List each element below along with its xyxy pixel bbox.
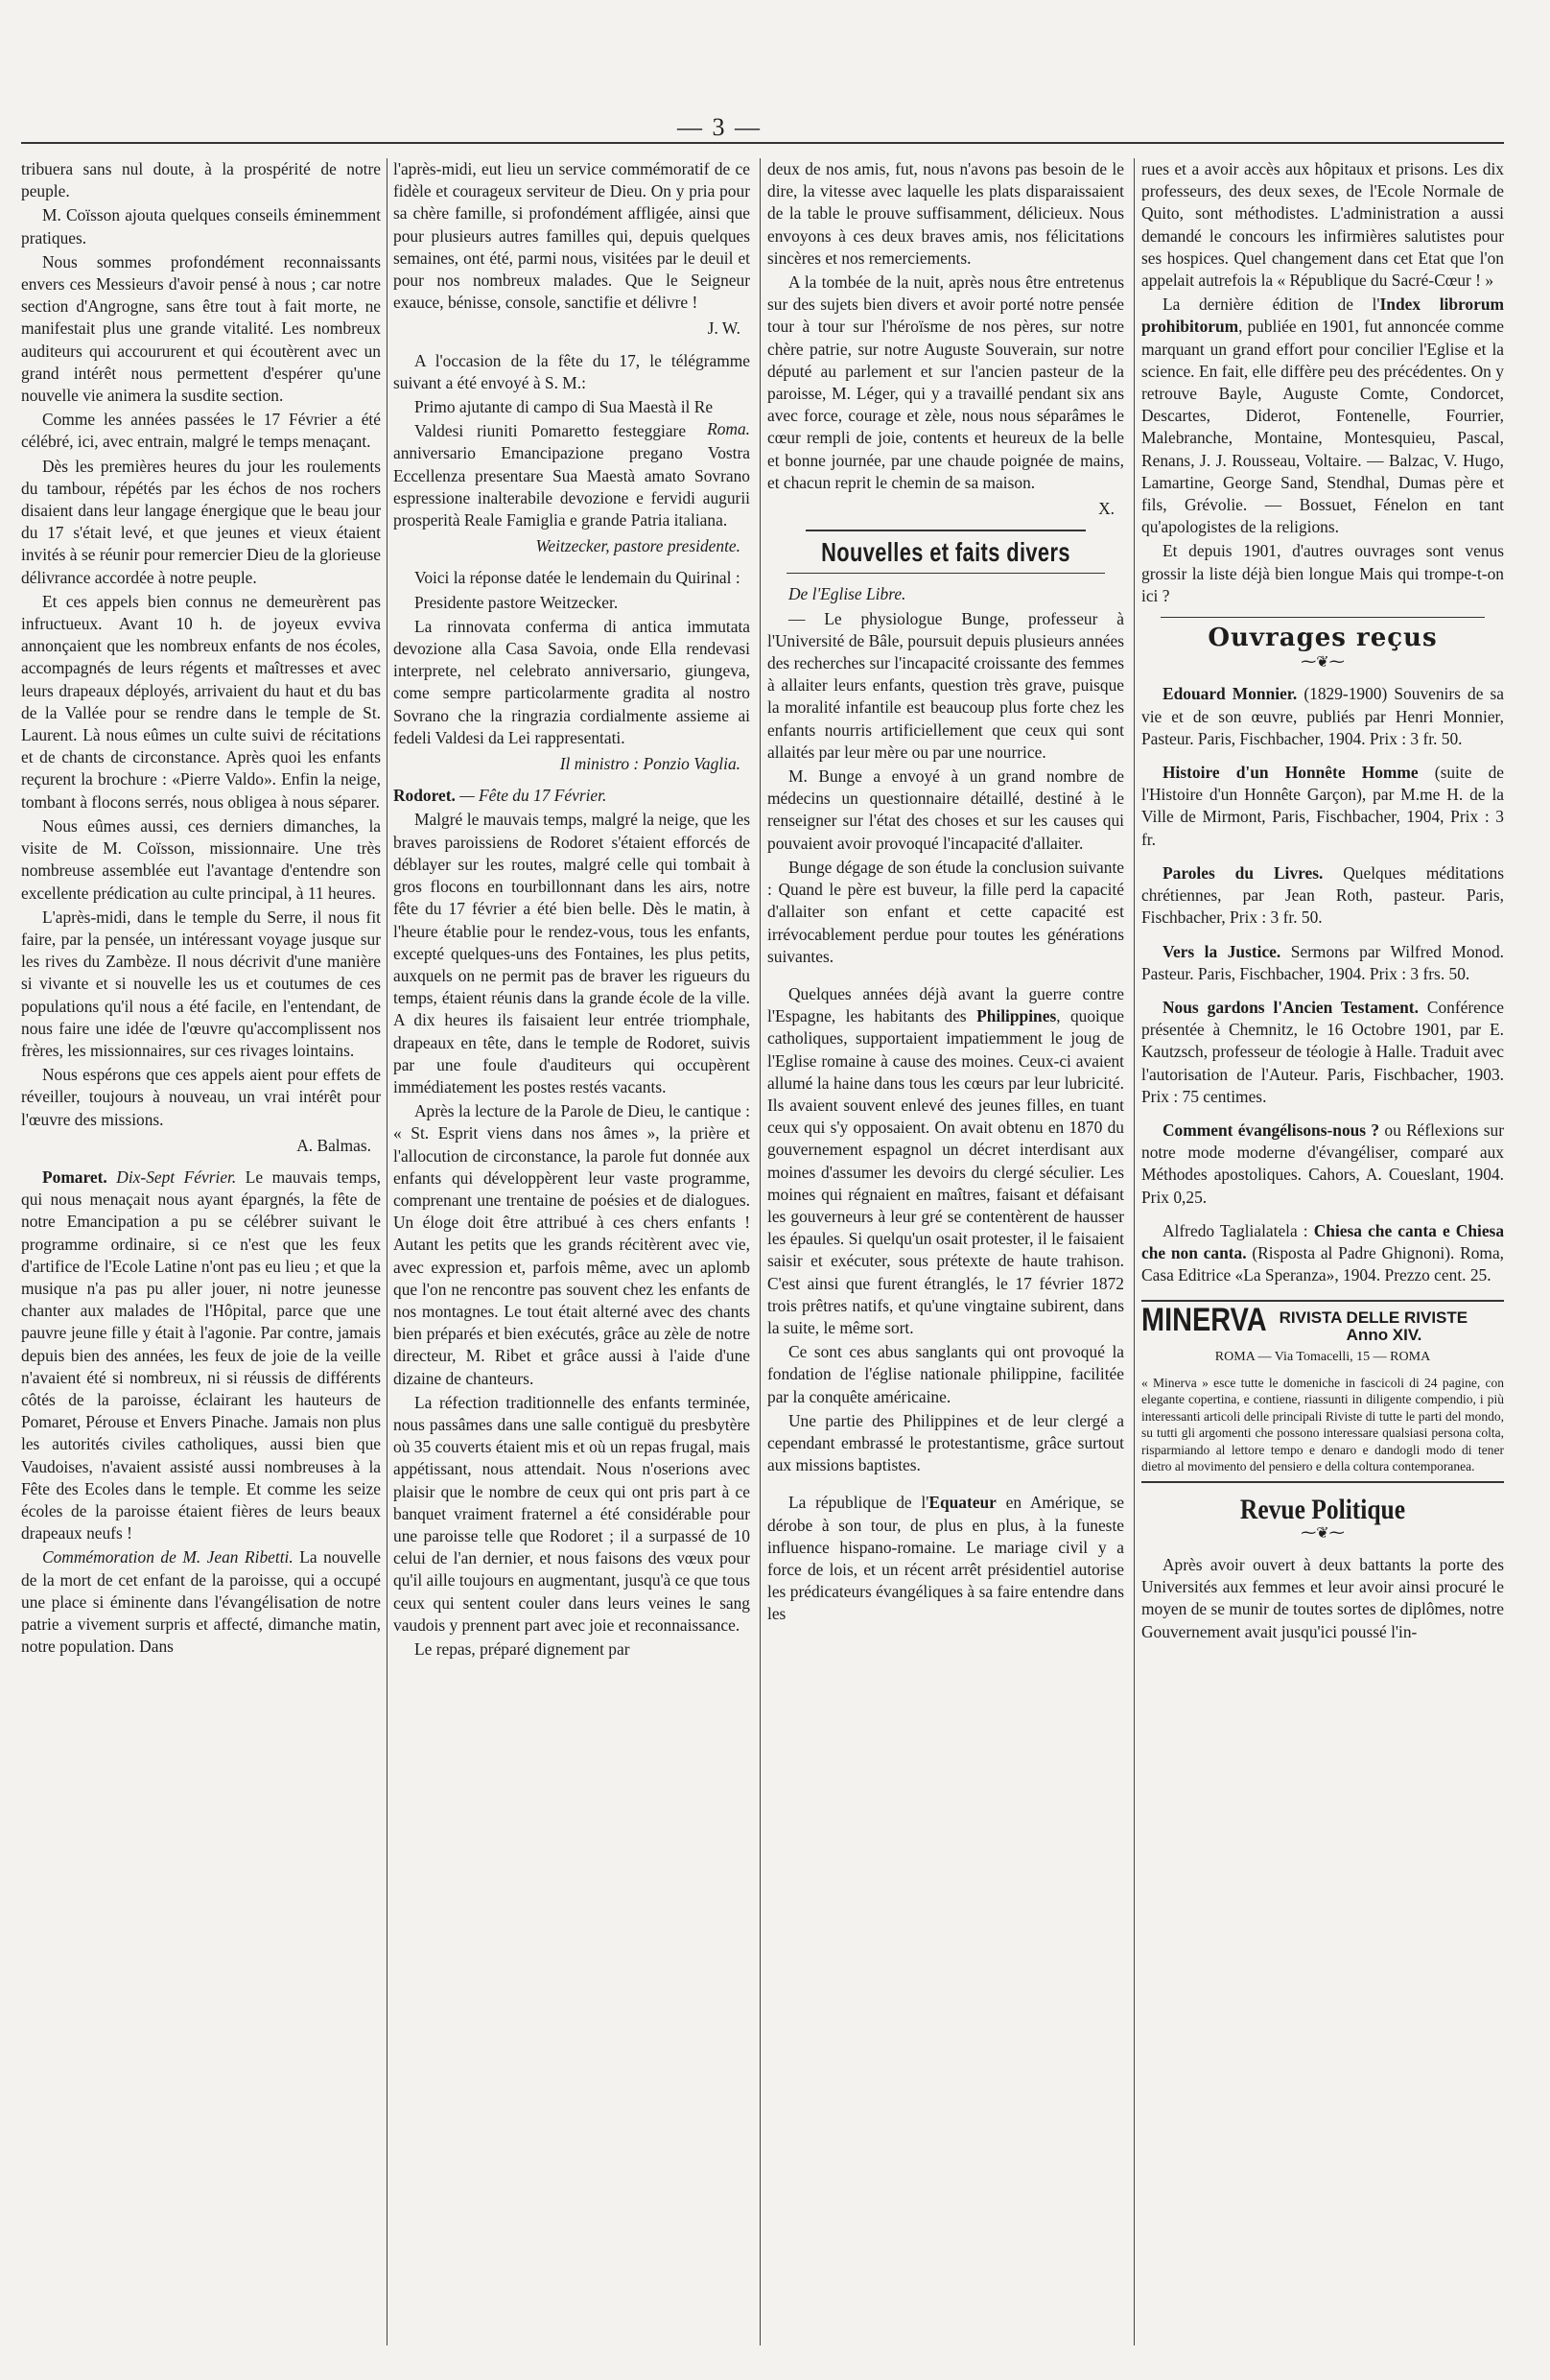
section-title: Revue Politique: [1239, 1493, 1406, 1525]
paragraph-text: Quelques années déjà avant la guerre contre l'Espagne, les habitants des: [767, 983, 1124, 1026]
paragraph-text: Primo ajutante di campo di Sua Maestà il Re: [414, 397, 714, 417]
paragraph: Et ces appels bien connus ne demeurèrent pas infructueux. Avant 10 h. de joyeux evviva annonçaient que les nombreux enfants de nos écoles, accompagnés de leurs régents et maîtresses et avec leurs drapeaux déployés, arrivaient du haut et du bas de la Vallée pour se rendre dans le temple de St. Laurent. Là nous eûmes un culte suivi de récitations et de chants de circonstance. Après quoi les enfants reçurent la brochure : «Pierre Valdo». Enfin la neige, tombant à flocons serrés, nous obligea à nous séparer.: [21, 591, 381, 812]
paragraph: Voici la réponse datée le lendemain du Quirinal :: [414, 568, 740, 588]
paragraph: Et depuis 1901, d'autres ouvrages sont venus grossir la liste déjà bien longue Mais qui trompe-t-on ici ?: [1141, 541, 1504, 605]
paragraph: Nous sommes profondément reconnaissants envers ces Messieurs d'avoir pensé à nous ; car notre section d'Angrogne, sans être tout à fait morte, ne manifestait plus une grande vitalité. Les nombreux auditeurs qui accoururent et qui écoutèrent avec un grand intérêt nous permettent d'espérer qu'une nouvelle vie animera la susdite section.: [21, 251, 381, 406]
book-entry: [1141, 683, 1504, 750]
paragraph: Le repas, préparé dignement par: [414, 1639, 630, 1659]
book-entry: [1141, 1119, 1504, 1209]
article-date: — Fête du 17 Février.: [459, 786, 607, 806]
keyword: Index librorum prohibitorum: [1141, 295, 1504, 337]
article-date: Dix-Sept Février.: [116, 1166, 237, 1187]
signature: J. W.: [707, 318, 740, 339]
paragraph: A la tombée de la nuit, après nous être entretenus sur des sujets bien divers et avoir porté notre pensée tour à tour sur l'héroïsme de nos pères, sur notre chère patrie, sur notre Auguste Souverain, sur notre député au parlement et sur l'ancien pasteur de la paroisse, M. Léger, qui y a travaillé pendant six ans avec force, courage et zèle, nous nous séparâmes le cœur rempli de joie, contents et heureux de la belle et bonne journée, par une chaude poignée de mains, et chacun reprit le chemin de sa maison.: [767, 272, 1124, 492]
paragraph: tribuera sans nul doute, à la prospérité de notre peuple.: [21, 159, 381, 201]
book-title: Vers la Justice.: [1162, 941, 1281, 961]
book-title: Paroles du Livres.: [1162, 862, 1324, 883]
minerva-address: ROMA — Via Tomacelli, 15 — ROMA: [1214, 1350, 1431, 1365]
column-divider: [1134, 158, 1135, 2345]
paragraph: [21, 1166, 381, 1544]
paragraph-text: La nouvelle de la mort de cet enfant de la paroisse, qui a occupé une place si éminente dans l'évangélisation de notre patrie a vivement surpris et affecté, dimanche matin, notre population. Dans: [21, 1547, 381, 1657]
book-title: Nous gardons l'Ancien Testament.: [1162, 997, 1419, 1017]
paragraph: L'après-midi, dans le temple du Serre, il nous fit faire, par la pensée, un intéressant voyage jusque sur les rives du Zambèze. Il nous décrivit d'une manière si vivante et si nouvelle les us et coutumes de ces populations qu'il nous a été facile, en l'entendant, de nous faire une idée de l'œuvre qu'accomplissent nos frères, les missionnaires, sur ces rivages lointains.: [21, 907, 381, 1060]
minerva-subtitle-line: RIVISTA DELLE RIVISTE: [1279, 1308, 1468, 1328]
paragraph: Dès les premières heures du jour les roulements du tambour, répétés par les échos de nos rochers disaient dans leur langage énergique que le beau jour du 17 s'était levé, et que jeunes et vieux étaient invités à se réunir pour remercier Dieu de la glorieuse délivrance accordée à notre peuple.: [21, 456, 381, 587]
paragraph: M. Coïsson ajouta quelques conseils éminemment pratiques.: [21, 205, 381, 247]
book-details: Sermons par Wilfred Monod. Pasteur. Paris, Fischbacher, 1904. Prix : 3 frs. 50.: [1141, 941, 1504, 983]
book-details: (suite de l'Histoire d'un Honnête Garçon), par M.me H. de la Ville de Mirmont, Paris, Fischbacher, 1904, Prix : 3 fr.: [1141, 763, 1504, 849]
paragraph: Malgré le mauvais temps, malgré la neige, que les braves paroissiens de Rodoret s'étaient efforcés de déblayer sur les routes, malgré celle qui tombait à gros flocons en tourbillonnant dans les airs, notre fête du 17 février a été bien belle. Dès le matin, à l'heure établie pour le rendez-vous, tous les enfants, excepté quelques-uns des Fontaines, les plus petits, auxquels on ne permit pas de braver les rigueurs du temps, étaient réunis dans la grande école de la ville. A dix heures ils faisaient leur entrée triomphale, drapeaux en tête, dans le temple de Rodoret, suivis par une foule d'auditeurs qui occupèrent immédiatement les postes restés vacants.: [393, 810, 750, 1096]
section-title: Ouvrages reçus: [1208, 624, 1438, 653]
book-entry: [1141, 862, 1504, 930]
paragraph-text: , publiée en 1901, fut annoncée comme marquant un grand effort pour concilier l'Eglise et la science. En fait, elle diffère peu des précédentes. On y retrouve Bayle, Auguste Comte, Condorcet, Descartes, Diderot, Fontenelle, Fourrier, Malebranche, Montaine, Montesquieu, Pascal, Renans, J. J. Rousseau, Voltaire. — Balzac, V. Hugo, Lamartine, George Sand, Stendhal, Dumas père et fils, Grévolie. — Bossuet, Fénelon en tant qu'apologistes de la religions.: [1141, 317, 1504, 537]
paragraph: [767, 983, 1124, 1339]
paragraph-text: La république de l': [788, 1493, 929, 1513]
signature: X.: [1098, 499, 1115, 519]
paragraph-text: , quoique catholiques, supportaient impatiemment le joug de l'Eglise romaine à cause des moines. Ceux-ci avaient allumé la haine dans tous les cœurs par leur lubricité. Ils avaient souvent enlevé des jeunes filles, en tuant ceux qui s'y opposaient. On avait obtenu en 1870 du gouvernement espagnol un décret interdisant aux moines d'assumer les devoirs du clergé séculier. Les moines qui régnaient en maîtres, faisant et défaisant les gouverneurs à leur gré se contentèrent de hausser les épaules. Si quelqu'un osait protester, il le faisaient saisir et exécuter, sous prétexte de haute trahison. C'est ainsi que furent étranglés, le 17 février 1872 trois prêtres natifs, et qu'une vingtaine subirent, dans la suite, le même sort.: [767, 1006, 1124, 1337]
book-title: Chiesa che canta e Chiesa che non canta.: [1141, 1220, 1504, 1262]
minerva-year: Anno XIV.: [1346, 1326, 1422, 1345]
paragraph: rues et a avoir accès aux hôpitaux et prisons. Les dix professeurs, des deux sexes, de l'Ecole Normale de Quito, sont méthodistes. L'administration a aussi demandé le concours les infirmières salutistes pour ses hospices. Quel changement dans cet Etat que l'on appelait autrefois la « République du Sacré-Cœur ! »: [1141, 159, 1504, 291]
ornament-icon: ⁓❦⁓: [1301, 654, 1345, 672]
page-number: — 3 —: [677, 113, 762, 141]
column-2: [393, 158, 750, 2345]
book-title: Histoire d'un Honnête Homme: [1162, 763, 1419, 783]
paragraph: Après avoir ouvert à deux battants la porte des Universités aux femmes et leur avoir ainsi procuré le moyen de se munir de toutes sortes de diplômes, notre Gouvernement avait jusqu'ici poussé l'in-: [1141, 1554, 1504, 1641]
paragraph: Presidente pastore Weitzecker.: [414, 592, 619, 612]
paragraph: Après la lecture de la Parole de Dieu, le cantique : « St. Esprit viens dans nos âmes », la prière et l'allocution de circonstance, la parole fut donnée aux enfants qui développèrent leur vaste programme, comprenant une trentaine de poésies et de dialogues. Un éloge doit être attribué à ces chers enfants ! Autant les petits que les grands récitèrent avec vie, avec expression et, parfois même, avec un aplomb que l'on ne rencontre pas souvent chez les enfants de nos montagnes. Le tout était alterné avec des chants bien préparés et bien exécutés, grâce au zèle de notre directeur, M. Ribet et grâce aussi à l'aide d'une dizaine de chanteurs.: [393, 1101, 750, 1388]
paragraph: [1141, 294, 1504, 538]
book-details: (Risposta al Padre Ghignoni). Roma, Casa Editrice «La Speranza», 1904. Prezzo cent. 25.: [1141, 1242, 1504, 1285]
book-entry: [1141, 997, 1504, 1108]
book-title: Comment évangélisons-nous ?: [1162, 1119, 1380, 1140]
paragraph: deux de nos amis, fut, nous n'avons pas besoin de le dire, la vitesse avec laquelle les plats disparaissaient de la table le prouve suffisamment, délicieux. Nous envoyons à ces deux braves amis, nos félicitations sincères et nos remerciements.: [767, 159, 1124, 268]
paragraph: La rinnovata conferma di antica immutata devozione alla Casa Savoia, onde Ella rendevasi interprete, nel celebrato anniversario, giungeva, come sempre particolarmente gradita al nostro Sovrano che la ringrazia cordialmente assieme ai fedeli Valdesi da Lei rappresentati.: [393, 616, 750, 747]
paragraph: Nous espérons que ces appels aient pour effets de réveiller, toujours à nouveau, un vrai intérêt pour l'œuvre des missions.: [21, 1065, 381, 1129]
section-rule: [1161, 617, 1485, 618]
section-title: Nouvelles et faits divers: [821, 537, 1070, 568]
source-line: [767, 583, 1124, 605]
paragraph-text: en Amérique, se dérobe à son tour, de plus en plus, à la funeste influence hispano-romaine. Le mariage civil y a force de lois, et un récent arrêt présidentiel autorise les prédicateurs évangéliques à sa faire entendre dans les: [767, 1493, 1124, 1624]
minerva-title: MINERVA: [1141, 1302, 1267, 1339]
paragraph: [393, 396, 750, 439]
book-details: (1829-1900) Souvenirs de sa vie et de son œuvre, publiés par Henri Monnier, Pasteur. Paris, Fischbacher, 1904. Prix : 3 fr. 50.: [1141, 684, 1504, 748]
book-title: Edouard Monnier.: [1162, 684, 1298, 704]
paragraph: M. Bunge a envoyé à un grand nombre de médecins un questionnaire détaillé, destiné à le renseigner sur l'état des choses et sur les causes qui pouvaient avoir provoqué l'incapacité d'allaiter.: [767, 766, 1124, 853]
minerva-advert: [1141, 1300, 1504, 1482]
paragraph: [767, 1492, 1124, 1625]
minerva-description: « Minerva » esce tutte le domeniche in fascicoli di 24 pagine, con elegante copertina, e contiene, riassunti in diligente compendio, i più interessanti articoli delle principali Riviste di tutte le parti del mondo, su tutti gli argomenti che possono interessare qualsiasi persona colta, risparmiando al lettore tempo e denaro e dandogli modo di tener dietro al movimento del pensiero e della coltura contemporanea.: [1141, 1375, 1504, 1474]
paragraph: — Le physiologue Bunge, professeur à l'Université de Bâle, poursuit depuis plusieurs années des recherches sur l'incapacité croissante des femmes à allaiter leurs enfants, question très grave, puisque la moralité infantile est beaucoup plus forte chez les enfants nourris artificiellement que ceux qui sont allaités par leur mère ou par une nourrice.: [767, 608, 1124, 762]
place-label: Roma.: [707, 419, 750, 439]
minerva-header: [1141, 1302, 1504, 1345]
book-details: ou Réflexions sur notre mode moderne d'évangéliser, comparé aux Méthodes apostoliques. Cahors, A. Coueslant, 1904. Prix 0,25.: [1141, 1119, 1504, 1207]
signature: Il ministro : Ponzio Vaglia.: [559, 754, 740, 774]
book-entry: [1141, 762, 1504, 851]
book-details: Quelques méditations chrétiennes, par Jean Roth, pasteur. Paris, Fischbacher, Prix : 3 fr. 50.: [1141, 862, 1504, 928]
paragraph: Ce sont ces abus sanglants qui ont provoqué la fondation de l'église nationale philippine, facilitée par la conquête américaine.: [767, 1342, 1124, 1406]
book-entry: [1141, 941, 1504, 985]
paragraph: La réfection traditionnelle des enfants terminée, nous passâmes dans une salle contiguë du presbytère où 35 couverts étaient mis et où un repas frugal, mais appétissant, nous attendait. Nous n'oserions avec plaisir que le nombre de ceux qui ont pris part à ce banquet vraiment fraternel a été considérable pour une paroisse telle que Rodoret ; il a surpassé de 10 celui de l'an dernier, et nous faisons des vœux pour qu'il aille toujours en augmentant, jusqu'à ce que tous ceux qui sentent couler dans leurs veines le sang vaudois y prennent part avec joie et reconnaissance.: [393, 1392, 750, 1635]
paragraph: Bunge dégage de son étude la conclusion suivante : Quand le père est buveur, la fille perd la capacité d'allaiter son enfant et cette capacité est irrévocablement perdue pour toutes les générations suivantes.: [767, 857, 1124, 966]
paragraph-text: Le mauvais temps, qui nous menaçait nous ayant épargnés, la fête de notre Emancipation a pu se célébrer suivant le programme ordinaire, si ce n'est que les feux d'artifice de l'Ecole Latine n'ont pas eu lieu ; et que la musique n'a pas pu aller jouer, ni notre jeunesse chanter aux malades de l'Hôpital, parce que une pauvre jeune fille y était à l'agonie. Par contre, jamais depuis bien des années, les feux de joie de la veille n'avaient été si nombreux, ni si réussis de différents côtés de la paroisse, éclairant les hauteurs de Pomaret, Pérouse et Envers Pinache. Jamais non plus les autorités civiles catholiques, aussi bien que Vaudoises, n'avaient assisté aussi nombreuses à la Fête des Ecoles dans le temple. Et comme les seize écoles de la paroisse étaient fières de leurs beaux drapeaux neufs !: [21, 1166, 381, 1543]
header-rule: [21, 142, 1504, 144]
signature: A. Balmas.: [296, 1135, 371, 1155]
ornament-icon: ⁓❦⁓: [1301, 1524, 1345, 1542]
minerva-subtitle: [1280, 1309, 1468, 1344]
paragraph: [21, 1546, 381, 1658]
paragraph: Valdesi riuniti Pomaretto festeggiare anniversario Emancipazione pregano Vostra Eccellenza presentare Sua Maestà amato Sovrano espressione inalterabile devozione e fervidi augurii prosperità Reale Famiglia e grande Patria italiana.: [393, 421, 750, 530]
article-heading: Pomaret.: [42, 1166, 107, 1187]
column-divider: [387, 158, 388, 2345]
section-rule: [787, 573, 1105, 574]
column-4: [1141, 158, 1504, 2345]
signature: Weitzecker, pastore presidente.: [535, 536, 740, 556]
column-1: [21, 158, 381, 2345]
section-rule: [806, 530, 1086, 531]
column-divider: [760, 158, 761, 2345]
keyword: Philippines: [976, 1006, 1057, 1026]
column-3: [767, 158, 1124, 2345]
book-details: Conférence présentée à Chemnitz, le 16 Octobre 1901, par E. Kautzsch, professeur de téologie à Halle. Traduit avec l'autorisation de l'Auteur. Paris, Fischbacher, 1903. Prix : 75 centimes.: [1141, 997, 1504, 1106]
paragraph: Comme les années passées le 17 Février a été célébré, ici, avec entrain, malgré le temps menaçant.: [21, 410, 381, 452]
book-entry: [1141, 1220, 1504, 1287]
paragraph: l'après-midi, eut lieu un service commémoratif de ce fidèle et courageux serviteur de Dieu. On y pria pour sa chère famille, si profondément affligée, ainsi que pour plusieurs autres familles qui, depuis quelques semaines, ont été, parmi nous, visitées par le deuil et pour nos nombreux malades. Que le Seigneur exauce, bénisse, console, sanctifie et délivre !: [393, 159, 750, 313]
book-author: Alfredo Taglialatela :: [1162, 1220, 1314, 1240]
paragraph: Nous eûmes aussi, ces derniers dimanches, la visite de M. Coïsson, missionnaire. Une très nombreuse assemblée eut l'avantage d'entendre son excellente prédication au culte principal, à 11 heures.: [21, 815, 381, 903]
article-heading: Rodoret.: [393, 786, 456, 806]
paragraph: A l'occasion de la fête du 17, le télégramme suivant a été envoyé à S. M.:: [393, 350, 750, 392]
paragraph-text: La dernière édition de l': [1162, 295, 1380, 315]
source-text: De l'Eglise Libre.: [788, 584, 906, 604]
keyword: Equateur: [928, 1493, 997, 1513]
paragraph: [393, 785, 750, 807]
paragraph: Une partie des Philippines et de leur clergé a cependant embrassé le protestantisme, grâce surtout aux missions baptistes.: [767, 1410, 1124, 1475]
subheading: Commémoration de M. Jean Ribetti.: [42, 1547, 294, 1567]
spacer: [767, 1478, 1124, 1492]
spacer: [767, 970, 1124, 983]
